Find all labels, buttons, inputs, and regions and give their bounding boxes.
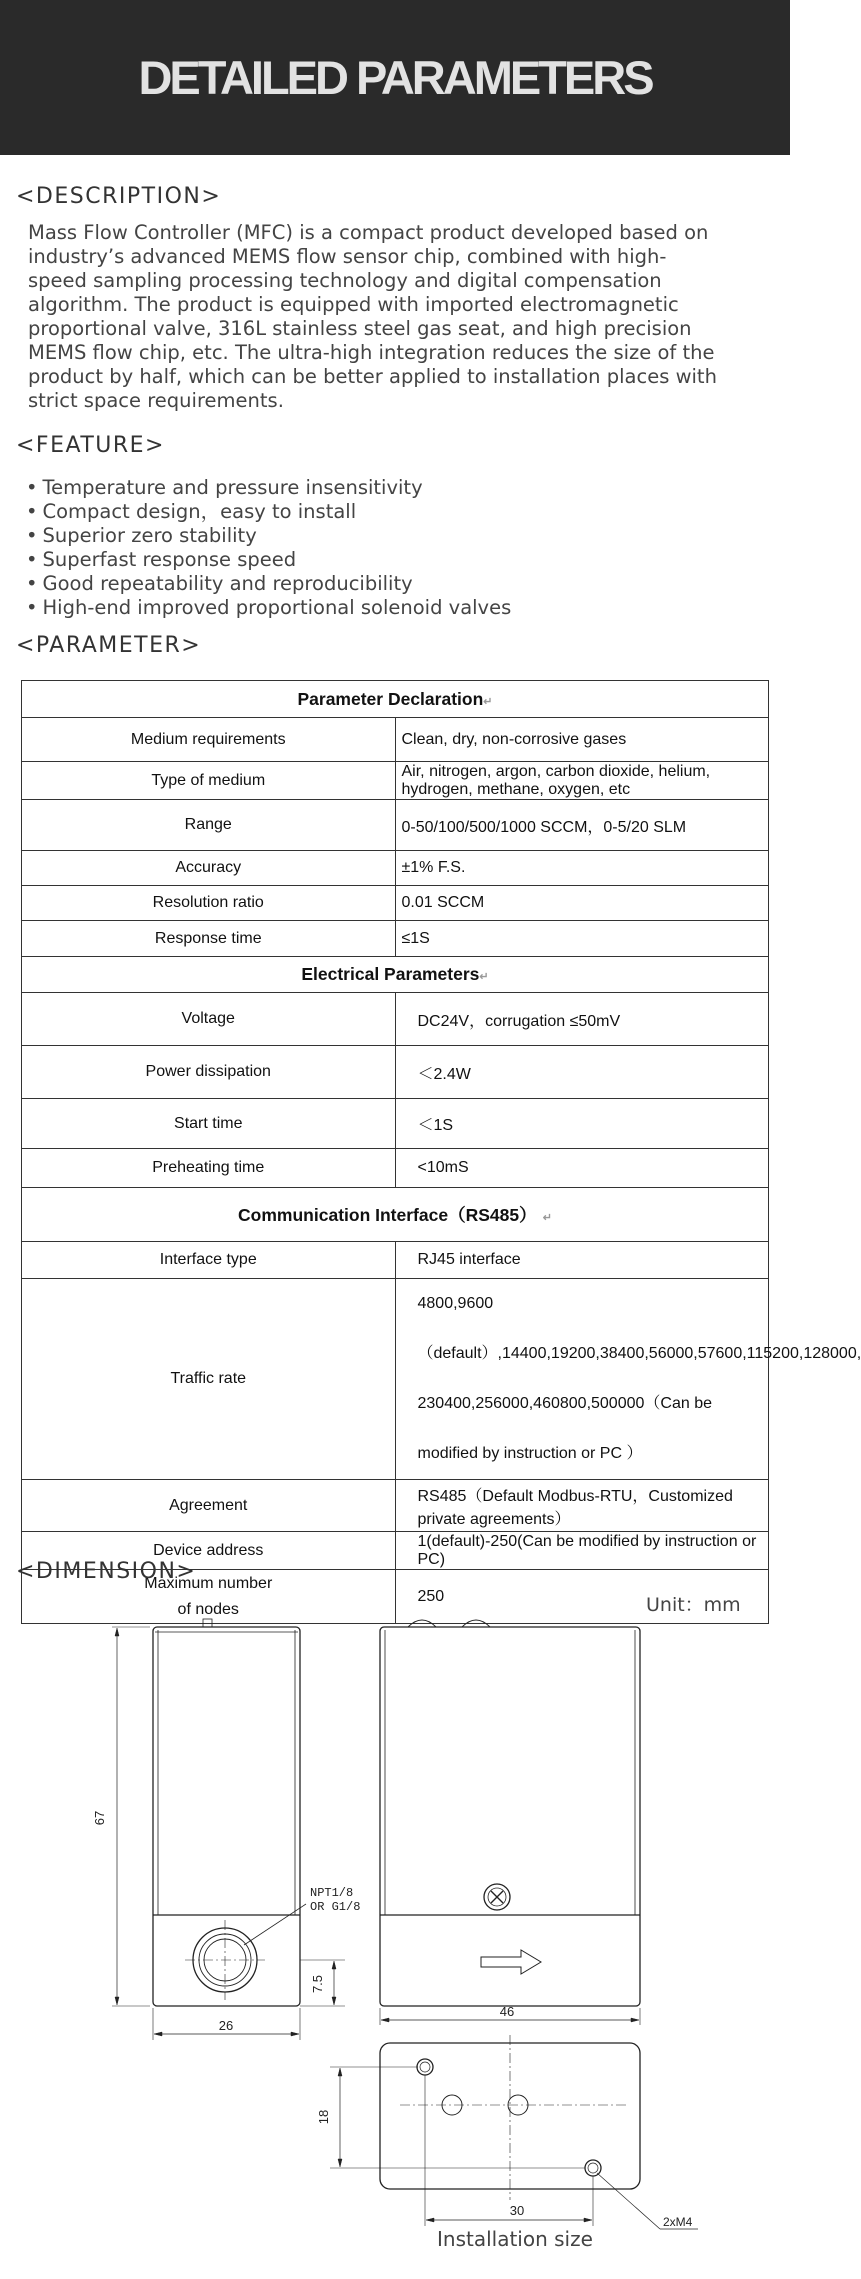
table-row (22, 921, 769, 957)
param-value: ＜2.4W (395, 1046, 769, 1099)
description-line: Mass Flow Controller (MFC) is a compact product developed based on (28, 221, 709, 244)
table-row (22, 1149, 769, 1188)
screw-label: 2xM4 (663, 2215, 693, 2229)
parameter-heading: <PARAMETER> (16, 633, 202, 658)
param-label: Agreement (22, 1480, 396, 1532)
table-row (22, 1279, 769, 1480)
feature-item: • Compact design，easy to install (26, 500, 511, 524)
param-value: RJ45 interface (395, 1242, 769, 1279)
dimension-heading: <DIMENSION> (16, 1559, 197, 1584)
description-line: strict space requirements. (28, 389, 284, 412)
param-value: ±1% F.S. (395, 851, 769, 886)
traffic-rate-line: 230400,256000,460800,500000（Can be modified by instruction or PC ） (417, 1395, 712, 1462)
feature-item: • High-end improved proportional solenoid valves (26, 596, 511, 620)
description-line: industry’s advanced MEMS flow sensor chip, combined with high- (28, 245, 667, 268)
param-label: Type of medium (22, 762, 396, 800)
electrical-parameters-heading: Electrical Parameters (301, 964, 480, 984)
description-line: MEMS flow chip, etc. The ultra-high integration reduces the size of the (28, 341, 715, 364)
feature-list (26, 476, 511, 620)
param-label: Traffic rate (22, 1279, 396, 1480)
table-section-header: Electrical Parameters↵ (22, 957, 769, 993)
feature-item: • Good repeatability and reproducibility (26, 572, 511, 596)
thread-label: NPT1/8 (310, 1886, 354, 1900)
table-row (22, 851, 769, 886)
thread-alt-label: OR G1/8 (310, 1900, 361, 1914)
param-value (395, 1279, 861, 1480)
description-line: algorithm. The product is equipped with imported electromagnetic (28, 293, 679, 316)
dim-height-label: 67 (92, 1810, 107, 1826)
feature-item: • Temperature and pressure insensitivity (26, 476, 511, 500)
param-label: Voltage (22, 993, 396, 1046)
table-row (22, 762, 769, 800)
flow-arrow-icon (481, 1950, 541, 1974)
description-line: product by half, which can be better applied to installation places with (28, 365, 717, 388)
table-row (22, 1480, 769, 1532)
parameter-declaration-heading: Parameter Declaration (297, 688, 484, 709)
param-label: Interface type (22, 1242, 396, 1279)
param-label-line: Maximum number (144, 1574, 273, 1592)
param-label: Preheating time (22, 1149, 396, 1188)
param-value: ＜1S (395, 1099, 769, 1149)
table-section-header: Parameter Declaration↵ (22, 681, 769, 718)
table-row (22, 800, 769, 851)
header-banner (0, 0, 790, 155)
table-row (22, 1242, 769, 1279)
param-label: Device address (22, 1532, 396, 1570)
feature-item: • Superior zero stability (26, 524, 511, 548)
param-label: Resolution ratio (22, 886, 396, 921)
dim-width-label: 26 (218, 2018, 234, 2033)
table-row (22, 1099, 769, 1149)
dim-port-height-label: 7.5 (310, 1974, 325, 1994)
description-heading: <DESCRIPTION> (16, 184, 222, 209)
traffic-rate-line: 4800,9600（default）,14400,19200,38400,56000,57600,115200,128000, (417, 1295, 861, 1362)
param-value: 1(default)-250(Can be modified by instruction or PC) (395, 1532, 769, 1570)
dimension-drawing (0, 1560, 790, 2279)
front-view-body (380, 1627, 640, 2006)
param-value: DC24V，corrugation ≤50mV (395, 993, 769, 1046)
unit-label: Unit：mm (646, 1594, 741, 1616)
param-value: 0-50/100/500/1000 SCCM，0-5/20 SLM (395, 800, 769, 851)
param-label: Start time (22, 1099, 396, 1149)
param-value: 0.01 SCCM (395, 886, 769, 921)
param-label-line: of nodes (177, 1600, 239, 1618)
table-row (22, 1046, 769, 1099)
param-value: 250 (395, 1570, 769, 1624)
param-value: Air, nitrogen, argon, carbon dioxide, helium, hydrogen, methane, oxygen, etc (395, 762, 769, 800)
description-line: proportional valve, 316L stainless steel gas seat, and high precision (28, 317, 692, 340)
param-value: RS485（Default Modbus-RTU，Customized private agreements） (395, 1480, 769, 1532)
side-view-body (153, 1627, 300, 2006)
feature-item: • Superfast response speed (26, 548, 511, 572)
param-label: Response time (22, 921, 396, 957)
dim-length-label: 46 (499, 2004, 515, 2019)
table-row (22, 993, 769, 1046)
parameter-table (21, 680, 861, 1624)
param-label: Medium requirements (22, 718, 396, 762)
page-title: DETAILED PARAMETERS (138, 51, 652, 104)
param-label: Range (22, 800, 396, 851)
table-section-header: Communication Interface（RS485） ↵ (22, 1188, 769, 1242)
dim-hole-spacing-x-label: 30 (509, 2203, 525, 2218)
param-label: Power dissipation (22, 1046, 396, 1099)
table-row (22, 886, 769, 921)
param-value: <10mS (395, 1149, 769, 1188)
description-text (28, 221, 780, 413)
param-label: Accuracy (22, 851, 396, 886)
description-line: speed sampling processing technology and digital compensation (28, 269, 662, 292)
dim-hole-spacing-y-label: 18 (316, 2109, 331, 2125)
communication-interface-heading: Communication Interface（RS485） (238, 1205, 537, 1225)
param-value: Clean, dry, non-corrosive gases (395, 718, 769, 762)
param-value: ≤1S (395, 921, 769, 957)
installation-size-label: Installation size (437, 2227, 593, 2251)
table-row (22, 718, 769, 762)
feature-heading: <FEATURE> (16, 433, 165, 458)
